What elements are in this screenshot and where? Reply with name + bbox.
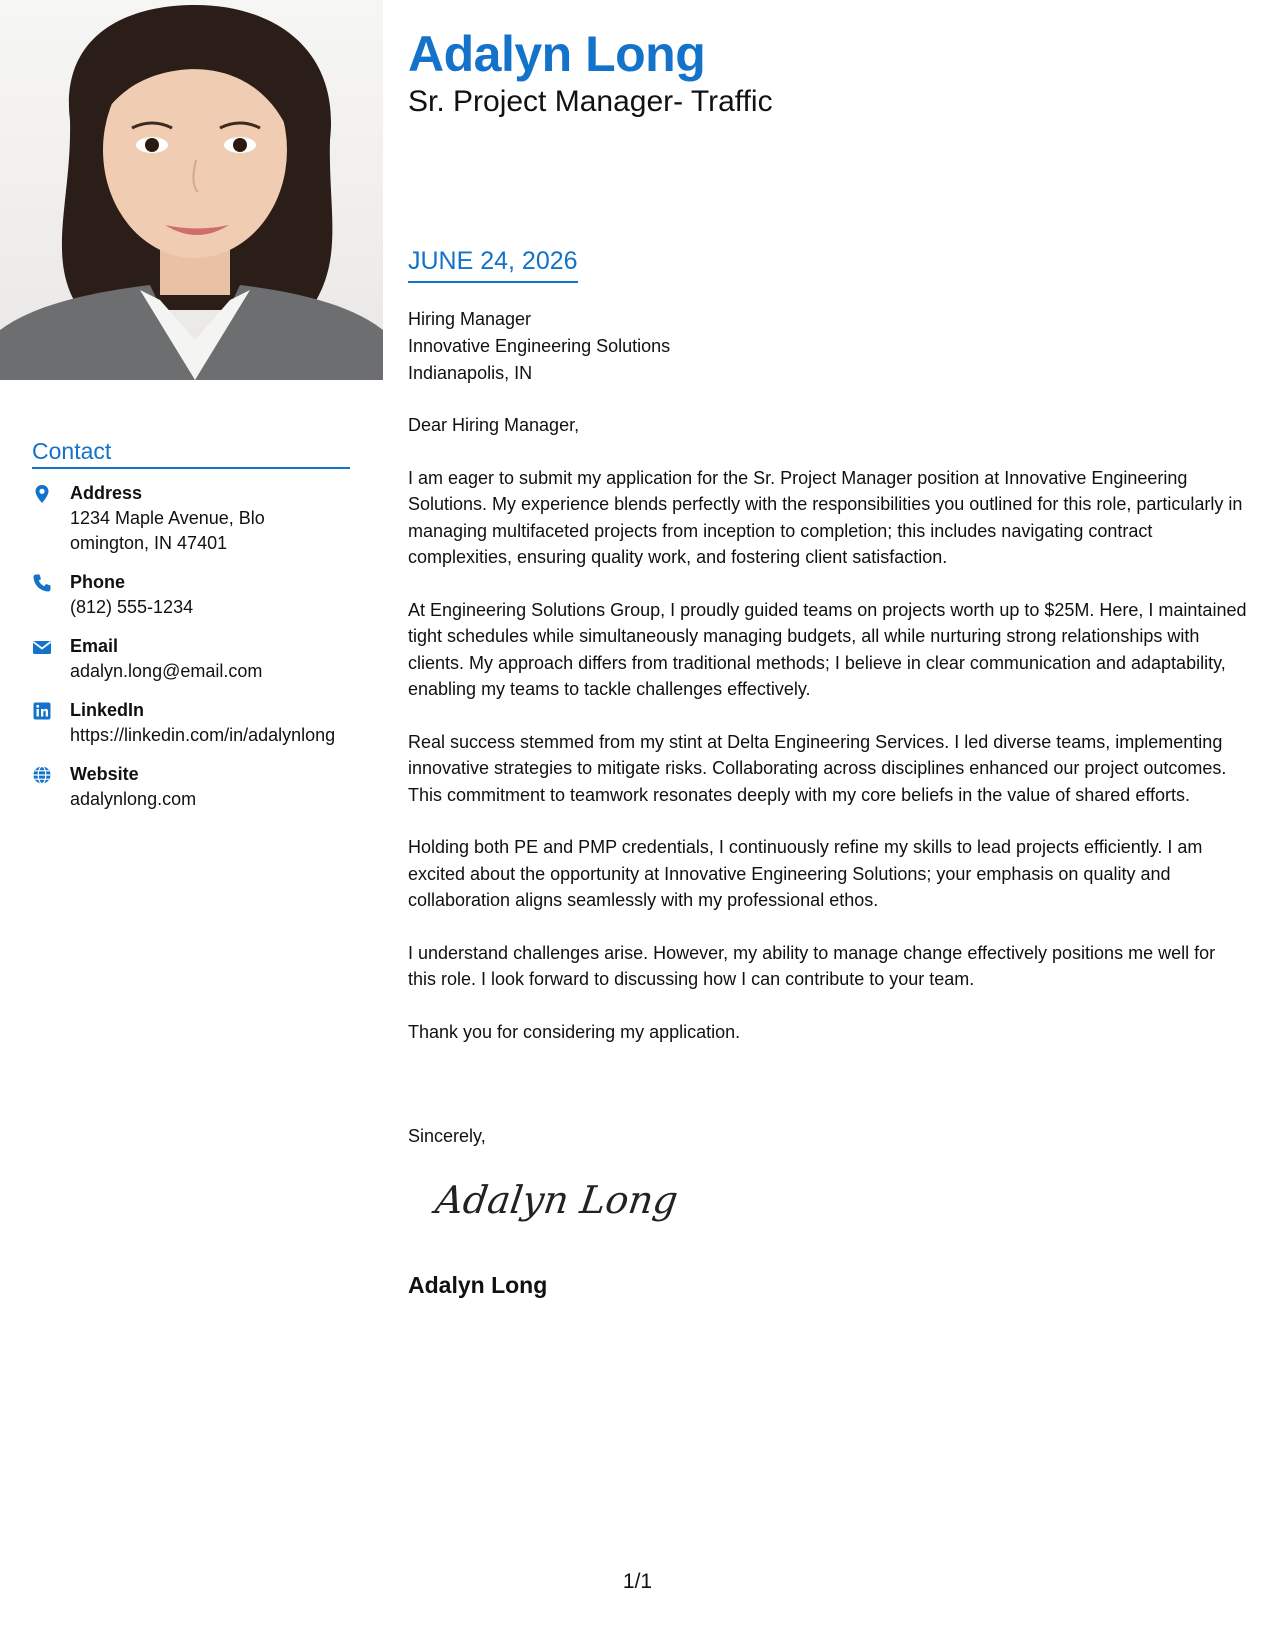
- phone-icon: [32, 570, 70, 620]
- contact-website: [32, 762, 350, 812]
- body-paragraph: I am eager to submit my application for the Sr. Project Manager position at Innovative Engineering Solutions. My experience blends perfectly with the responsibilities you outlined for this role, particularly in managing multifaceted projects from inception to completion; this includes navigating contract complexities, ensuring quality work, and fostering client satisfaction.: [408, 467, 1243, 567]
- contact-email: [32, 634, 350, 684]
- website-value[interactable]: adalynlong.com: [70, 789, 197, 809]
- recipient-line: Innovative Engineering Solutions: [408, 336, 671, 356]
- applicant-title: Sr. Project Manager- Traffic: [408, 85, 773, 118]
- email-label: Email: [70, 636, 119, 656]
- profile-photo: [0, 0, 383, 380]
- salutation: Dear Hiring Manager,: [408, 415, 580, 435]
- page-number: 1/1: [622, 1570, 653, 1593]
- contact-heading: Contact: [32, 438, 350, 469]
- address-label: Address: [70, 483, 143, 503]
- signed-name: Adalyn Long: [408, 1272, 548, 1298]
- recipient-block: [408, 306, 670, 387]
- portrait-illustration: [0, 0, 383, 380]
- letter-main: [408, 0, 1250, 1298]
- contact-address: [32, 481, 350, 556]
- phone-label: Phone: [70, 572, 126, 592]
- contact-phone: [32, 570, 350, 620]
- body-paragraph: Real success stemmed from my stint at Delta Engineering Services. I led diverse teams, implementing innovative strategies to mitigate risks. Collaborating across disciplines enhanced our project outcomes. This commitment to teamwork resonates deeply with my core beliefs in the value of shared efforts.: [408, 731, 1227, 805]
- linkedin-label: LinkedIn: [70, 700, 145, 720]
- globe-icon: [32, 762, 70, 812]
- letter-body: [408, 412, 1248, 1071]
- website-label: Website: [70, 764, 139, 784]
- body-paragraph: I understand challenges arise. However, my ability to manage change effectively positions me well for this role. I look forward to discussing how I can contribute to your team.: [408, 942, 1216, 989]
- linkedin-value[interactable]: https://linkedin.com/in/adalynlong: [70, 725, 336, 745]
- recipient-line: Hiring Manager: [408, 309, 532, 329]
- closing: Sincerely,: [408, 1126, 486, 1146]
- email-value[interactable]: adalyn.long@email.com: [70, 661, 263, 681]
- linkedin-icon: [32, 698, 70, 748]
- email-icon: [32, 634, 70, 684]
- signature-image: Adalyn Long: [432, 1178, 681, 1222]
- location-pin-icon: [32, 481, 70, 556]
- phone-value: (812) 555-1234: [70, 597, 194, 617]
- letter-date: JUNE 24, 2026: [408, 247, 578, 283]
- contact-linkedin: [32, 698, 350, 748]
- contact-sidebar: [32, 438, 350, 812]
- body-paragraph: At Engineering Solutions Group, I proudly guided teams on projects worth up to $25M. Here, I maintained tight schedules while simultaneously managing budgets, all while nurturing strong relationships with clients. My approach differs from traditional methods; I believe in clear communication and adaptability, enabling my teams to tackle challenges effectively.: [408, 599, 1247, 699]
- address-value: 1234 Maple Avenue, Bloomington, IN 47401: [70, 508, 265, 553]
- applicant-name: Adalyn Long: [408, 26, 706, 82]
- body-paragraph: Holding both PE and PMP credentials, I continuously refine my skills to lead projects efficiently. I am excited about the opportunity at Innovative Engineering Solutions; your emphasis on quality and collaboration aligns seamlessly with my professional ethos.: [408, 837, 1203, 910]
- body-paragraph: Thank you for considering my application.: [408, 1021, 741, 1042]
- recipient-line: Indianapolis, IN: [408, 363, 533, 383]
